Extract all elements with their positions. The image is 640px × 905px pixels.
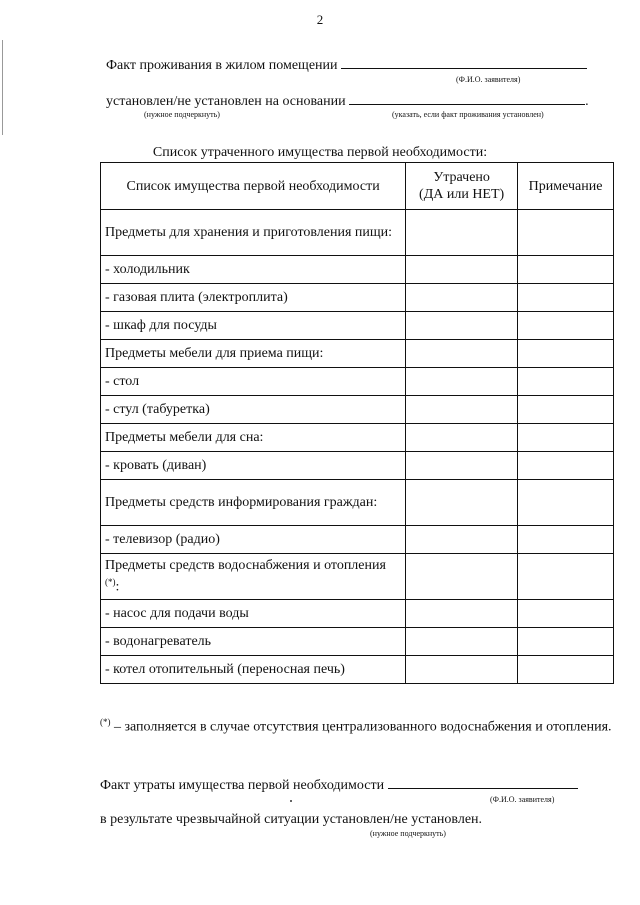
residence-line xyxy=(106,58,587,74)
note-cell[interactable] xyxy=(518,368,614,396)
table-row xyxy=(101,600,614,628)
header-property-list: Список имущества первой необходимости xyxy=(101,163,406,210)
row-item: - телевизор (радио) xyxy=(101,526,406,554)
row-item: - шкаф для посуды xyxy=(101,312,406,340)
header-note: Примечание xyxy=(518,163,614,210)
row-item: - водонагреватель xyxy=(101,628,406,656)
residence-label: Факт проживания в жилом помещении xyxy=(106,58,338,73)
note-cell[interactable] xyxy=(518,452,614,480)
page-number: 2 xyxy=(316,12,324,27)
basis-end: . xyxy=(585,94,589,109)
header-lost xyxy=(406,163,518,210)
table-header-row xyxy=(101,163,614,210)
note-cell[interactable] xyxy=(518,554,614,600)
table-row xyxy=(101,368,614,396)
lost-cell[interactable] xyxy=(406,452,518,480)
note-cell[interactable] xyxy=(518,256,614,284)
row-item: - кровать (диван) xyxy=(101,452,406,480)
lost-cell[interactable] xyxy=(406,480,518,526)
lost-cell[interactable] xyxy=(406,554,518,600)
header-lost-text: Утрачено (ДА или НЕТ) xyxy=(419,170,505,202)
residence-fill-line[interactable] xyxy=(341,68,587,69)
row-item: - стол xyxy=(101,368,406,396)
footnote-mark: (*) xyxy=(100,717,111,727)
lost-cell[interactable] xyxy=(406,526,518,554)
loss-fact-hint: (Ф.И.О. заявителя) xyxy=(490,795,555,804)
footnote-mark: (*) xyxy=(105,577,116,588)
row-item-colon: : xyxy=(115,579,120,595)
residence-hint: (Ф.И.О. заявителя) xyxy=(456,75,521,84)
lost-cell[interactable] xyxy=(406,628,518,656)
scan-dot xyxy=(290,800,292,802)
footnote xyxy=(100,712,614,738)
lost-cell[interactable] xyxy=(406,424,518,452)
table-row xyxy=(101,656,614,684)
note-cell[interactable] xyxy=(518,312,614,340)
row-item: Предметы средств информирования граждан: xyxy=(101,480,406,526)
table-row xyxy=(101,424,614,452)
loss-result-text: в результате чрезвычайной ситуации установлен/не установлен. xyxy=(100,812,483,827)
row-item: - насос для подачи воды xyxy=(101,600,406,628)
basis-hint-right: (указать, если факт проживания установлен) xyxy=(392,110,544,119)
lost-cell[interactable] xyxy=(406,340,518,368)
margin-line xyxy=(2,40,3,135)
lost-cell[interactable] xyxy=(406,210,518,256)
table-title: Список утраченного имущества первой необходимости: xyxy=(152,145,488,160)
note-cell[interactable] xyxy=(518,284,614,312)
loss-fact-line xyxy=(100,778,578,794)
table-row xyxy=(101,396,614,424)
lost-cell[interactable] xyxy=(406,600,518,628)
footnote-text: – заполняется в случае отсутствия централизованного водоснабжения и отопления. xyxy=(110,719,612,735)
note-cell[interactable] xyxy=(518,628,614,656)
loss-fact-fill-line[interactable] xyxy=(388,788,578,789)
basis-hint-left: (нужное подчеркнуть) xyxy=(144,110,220,119)
lost-cell[interactable] xyxy=(406,284,518,312)
loss-result-hint: (нужное подчеркнуть) xyxy=(370,829,446,838)
lost-cell[interactable] xyxy=(406,656,518,684)
note-cell[interactable] xyxy=(518,656,614,684)
lost-cell[interactable] xyxy=(406,396,518,424)
table-row xyxy=(101,526,614,554)
basis-fill-line[interactable] xyxy=(349,104,585,105)
note-cell[interactable] xyxy=(518,424,614,452)
property-table xyxy=(100,162,614,684)
row-item: - газовая плита (электроплита) xyxy=(101,284,406,312)
loss-fact-label: Факт утраты имущества первой необходимости xyxy=(100,778,385,793)
table-row xyxy=(101,452,614,480)
basis-line xyxy=(106,94,589,110)
lost-cell[interactable] xyxy=(406,312,518,340)
row-item: Предметы мебели для сна: xyxy=(101,424,406,452)
note-cell[interactable] xyxy=(518,480,614,526)
row-item: - стул (табуретка) xyxy=(101,396,406,424)
lost-cell[interactable] xyxy=(406,368,518,396)
row-item xyxy=(101,554,406,600)
row-item-text: Предметы средств водоснабжения и отопления xyxy=(105,558,386,574)
row-item: - холодильник xyxy=(101,256,406,284)
note-cell[interactable] xyxy=(518,340,614,368)
row-item: Предметы мебели для приема пищи: xyxy=(101,340,406,368)
lost-cell[interactable] xyxy=(406,256,518,284)
note-cell[interactable] xyxy=(518,210,614,256)
table-row xyxy=(101,210,614,256)
basis-label: установлен/не установлен на основании xyxy=(106,94,346,109)
table-row xyxy=(101,256,614,284)
table-row xyxy=(101,284,614,312)
table-row xyxy=(101,480,614,526)
table-row xyxy=(101,312,614,340)
note-cell[interactable] xyxy=(518,600,614,628)
table-row xyxy=(101,554,614,600)
loss-result-line xyxy=(100,812,482,828)
note-cell[interactable] xyxy=(518,526,614,554)
table-row xyxy=(101,628,614,656)
table-row xyxy=(101,340,614,368)
row-item: Предметы для хранения и приготовления пищи: xyxy=(101,210,406,256)
note-cell[interactable] xyxy=(518,396,614,424)
row-item: - котел отопительный (переносная печь) xyxy=(101,656,406,684)
